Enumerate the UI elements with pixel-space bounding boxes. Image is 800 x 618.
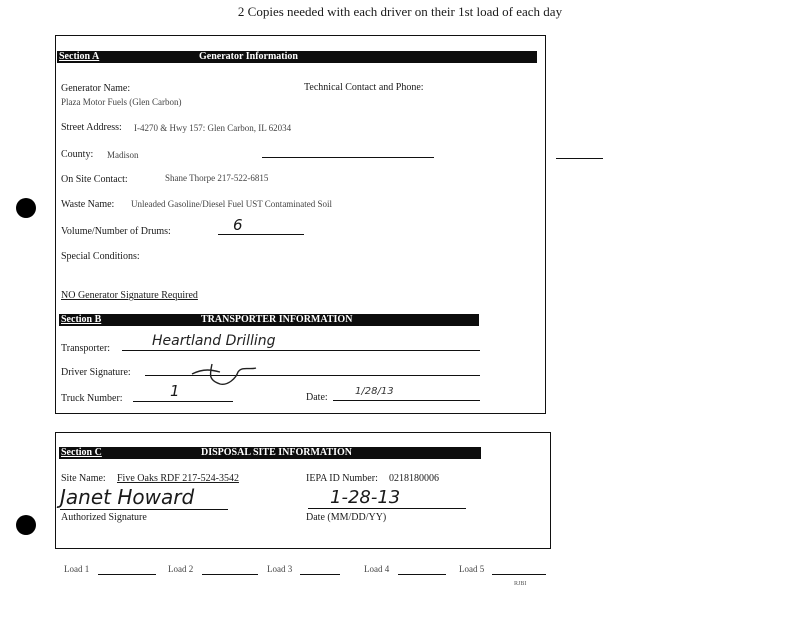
authorized-signature-label: Authorized Signature [61, 512, 147, 523]
waste-value: Unleaded Gasoline/Diesel Fuel UST Contaminated Soil [131, 199, 333, 209]
section-a-title: Generator Information [199, 51, 298, 62]
section-c-title: DISPOSAL SITE INFORMATION [201, 447, 352, 458]
date-b-line [333, 400, 480, 401]
authorized-signature-value: Janet Howard [60, 485, 195, 509]
special-label: Special Conditions: [61, 251, 140, 262]
street-value: I-4270 & Hwy 157: Glen Carbon, IL 62034 [134, 123, 292, 133]
section-c-bar [59, 447, 481, 459]
date-c-line [308, 508, 466, 509]
tech-contact-label: Technical Contact and Phone: [304, 82, 424, 93]
load-4-label: Load 4 [364, 564, 390, 574]
onsite-value: Shane Thorpe 217-522-6815 [165, 173, 269, 183]
load-5-label: Load 5 [459, 564, 485, 574]
load-3-line [300, 574, 340, 575]
site-name-value: Five Oaks RDF 217-524-3542 [117, 473, 239, 484]
load-1-label: Load 1 [64, 564, 90, 574]
driver-label: Driver Signature: [61, 367, 131, 378]
truck-value: 1 [170, 382, 180, 400]
page-header [0, 4, 800, 20]
load-2-label: Load 2 [168, 564, 194, 574]
onsite-label: On Site Contact: [61, 174, 128, 185]
section-b-bar [59, 314, 479, 326]
volume-label: Volume/Number of Drums: [61, 226, 171, 237]
frame-ab-left [55, 35, 56, 413]
site-name-label: Site Name: [61, 473, 106, 484]
load-2-line [202, 574, 258, 575]
section-a-label: Section A [59, 51, 100, 62]
frame-c-left [55, 432, 56, 548]
county-label: County: [61, 149, 94, 160]
waste-label: Waste Name: [61, 199, 115, 210]
frame-ab-top [55, 35, 545, 36]
volume-value: 6 [233, 216, 243, 234]
section-b-title: TRANSPORTER INFORMATION [201, 314, 353, 325]
load-3-label: Load 3 [267, 564, 293, 574]
punch-hole-bottom [16, 515, 36, 535]
generator-name-value: Plaza Motor Fuels (Glen Carbon) [61, 97, 182, 107]
truck-line [133, 401, 233, 402]
load-5-line [492, 574, 546, 575]
frame-c-bottom [55, 548, 551, 549]
load-1-line [98, 574, 156, 575]
signature-line [60, 509, 228, 510]
iepa-value: 0218180006 [389, 473, 439, 484]
section-b-label: Section B [61, 314, 102, 325]
date-b-label: Date: [306, 392, 328, 403]
transporter-line [122, 350, 480, 351]
transporter-value: Heartland Drilling [152, 333, 276, 349]
iepa-label: IEPA ID Number: [306, 473, 378, 484]
frame-ab-right [545, 35, 546, 413]
load-4-line [398, 574, 446, 575]
footer-code: RJBI [514, 581, 527, 587]
frame-c-right [550, 432, 551, 548]
frame-c-top [55, 432, 551, 433]
date-c-label: Date (MM/DD/YY) [306, 512, 387, 523]
header-text: 2 Copies needed with each driver on their 1st load of each day [237, 4, 563, 19]
county-line [262, 157, 434, 158]
no-signature-label: NO Generator Signature Required [61, 290, 198, 301]
stray-line [556, 158, 603, 159]
date-b-value: 1/28/13 [355, 386, 394, 397]
volume-line [218, 234, 304, 235]
transporter-label: Transporter: [61, 343, 111, 354]
driver-signature-scribble [190, 360, 260, 388]
section-c-label: Section C [61, 447, 102, 458]
county-value: Madison [107, 150, 139, 160]
section-a-bar [57, 51, 537, 63]
punch-hole-top [16, 198, 36, 218]
street-label: Street Address: [61, 122, 122, 133]
frame-ab-bottom [55, 413, 546, 414]
date-c-value: 1-28-13 [330, 487, 401, 508]
generator-name-label: Generator Name: [61, 83, 131, 94]
truck-label: Truck Number: [61, 393, 123, 404]
